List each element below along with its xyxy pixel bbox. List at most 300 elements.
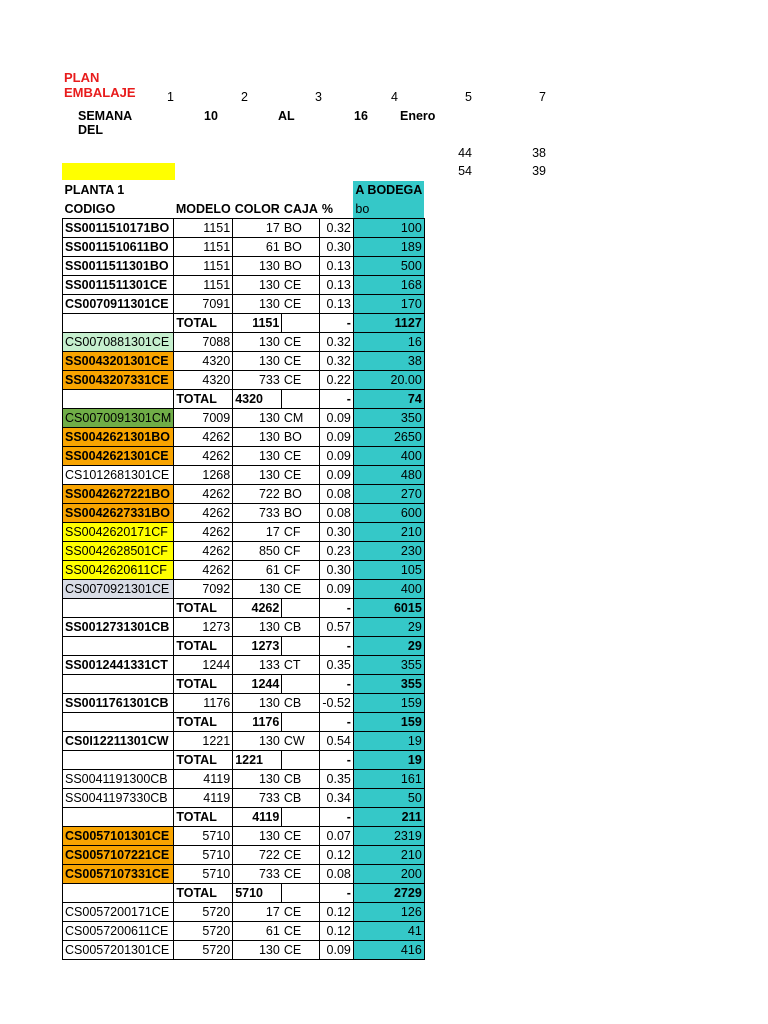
total-modelo: 1244 bbox=[233, 674, 282, 693]
code-cell: CS0057101301CE bbox=[63, 826, 174, 845]
pct-cell: 0.12 bbox=[320, 921, 354, 940]
pct-cell: 0.30 bbox=[320, 522, 354, 541]
modelo-cell: 1151 bbox=[174, 218, 233, 237]
pct-cell: 0.30 bbox=[320, 560, 354, 579]
code-cell: SS0012441331CT bbox=[63, 655, 174, 674]
bodega-cell: 126 bbox=[353, 902, 424, 921]
table-row bbox=[63, 902, 425, 921]
pct-cell: 0.13 bbox=[320, 256, 354, 275]
total-row bbox=[63, 712, 425, 731]
pct-cell: 0.30 bbox=[320, 237, 354, 256]
caja-cell: CE bbox=[282, 864, 320, 883]
modelo-cell: 7091 bbox=[174, 294, 233, 313]
bodega-cell: 210 bbox=[353, 522, 424, 541]
code-cell: SS0042621301BO bbox=[63, 427, 174, 446]
color-cell: 130 bbox=[233, 427, 282, 446]
table-row bbox=[63, 256, 425, 275]
bodega-cell: 400 bbox=[353, 579, 424, 598]
modelo-cell: 4262 bbox=[174, 560, 233, 579]
color-cell: 130 bbox=[233, 256, 282, 275]
color-cell: 733 bbox=[233, 864, 282, 883]
total-label: TOTAL bbox=[174, 389, 233, 408]
caja-cell bbox=[282, 712, 320, 731]
bodega-cell: 400 bbox=[353, 446, 424, 465]
bodega-cell: 105 bbox=[353, 560, 424, 579]
color-cell: 733 bbox=[233, 503, 282, 522]
table-row bbox=[63, 788, 425, 807]
column-number: 2 bbox=[241, 90, 248, 104]
code-cell: CS0I12211301CW bbox=[63, 731, 174, 750]
pct-cell: - bbox=[320, 807, 354, 826]
color-cell: 850 bbox=[233, 541, 282, 560]
pct-cell: 0.23 bbox=[320, 541, 354, 560]
caja-cell: BO bbox=[282, 256, 320, 275]
modelo-cell: 5710 bbox=[174, 826, 233, 845]
modelo-cell: 5720 bbox=[174, 940, 233, 959]
total-row bbox=[63, 389, 425, 408]
caja-cell: BO bbox=[282, 427, 320, 446]
modelo-cell: 5710 bbox=[174, 845, 233, 864]
color-cell: 130 bbox=[233, 465, 282, 484]
code-cell: SS0042620171CF bbox=[63, 522, 174, 541]
caja-cell bbox=[282, 598, 320, 617]
bodega-cell: 200 bbox=[353, 864, 424, 883]
total-row bbox=[63, 750, 425, 769]
total-row bbox=[63, 674, 425, 693]
code-cell: SS0042627331BO bbox=[63, 503, 174, 522]
color-cell: 733 bbox=[233, 370, 282, 389]
header-row bbox=[63, 181, 425, 200]
code-cell: SS0011510171BO bbox=[63, 218, 174, 237]
table-row bbox=[63, 237, 425, 256]
total-row bbox=[63, 807, 425, 826]
pct-cell: 0.13 bbox=[320, 275, 354, 294]
column-number: 3 bbox=[315, 90, 322, 104]
pct-cell: 0.07 bbox=[320, 826, 354, 845]
table-row bbox=[63, 446, 425, 465]
column-number: 5 bbox=[465, 90, 472, 104]
bodega-cell: 29 bbox=[353, 617, 424, 636]
table-row bbox=[63, 484, 425, 503]
color-cell: 130 bbox=[233, 294, 282, 313]
bodega-cell: 416 bbox=[353, 940, 424, 959]
total-label: TOTAL bbox=[174, 807, 233, 826]
bodega-cell: 159 bbox=[353, 693, 424, 712]
page-title: PLAN EMBALAJE bbox=[64, 70, 136, 100]
table-row bbox=[63, 940, 425, 959]
code-cell: SS0042620611CF bbox=[63, 560, 174, 579]
pct-cell: 0.34 bbox=[320, 788, 354, 807]
pct-cell: 0.32 bbox=[320, 218, 354, 237]
caja-cell: CT bbox=[282, 655, 320, 674]
modelo-cell: 1151 bbox=[174, 256, 233, 275]
color-cell: 130 bbox=[233, 826, 282, 845]
pct-cell: 0.57 bbox=[320, 617, 354, 636]
code-cell: CS0057201301CE bbox=[63, 940, 174, 959]
pct-cell: -0.52 bbox=[320, 693, 354, 712]
code-cell: SS0011511301BO bbox=[63, 256, 174, 275]
code-cell: SS0043207331CE bbox=[63, 370, 174, 389]
total-label: TOTAL bbox=[174, 313, 233, 332]
caja-cell: BO bbox=[282, 503, 320, 522]
pct-cell: - bbox=[320, 712, 354, 731]
bodega-cell: 29 bbox=[353, 636, 424, 655]
caja-cell: CE bbox=[282, 332, 320, 351]
modelo-cell: 1221 bbox=[174, 731, 233, 750]
code-cell bbox=[63, 750, 174, 769]
bodega-cell: 210 bbox=[353, 845, 424, 864]
bodega-cell: 500 bbox=[353, 256, 424, 275]
code-cell: SS0043201301CE bbox=[63, 351, 174, 370]
pct-cell: - bbox=[320, 674, 354, 693]
bodega-cell: 20.00 bbox=[353, 370, 424, 389]
bodega-cell: 355 bbox=[353, 655, 424, 674]
pct-cell: 0.22 bbox=[320, 370, 354, 389]
color-cell: 130 bbox=[233, 332, 282, 351]
color-header: COLOR bbox=[234, 201, 280, 216]
code-cell bbox=[63, 883, 174, 902]
caja-cell: CE bbox=[282, 370, 320, 389]
modelo-cell: 4119 bbox=[174, 788, 233, 807]
pct-cell: - bbox=[320, 883, 354, 902]
caja-cell bbox=[282, 883, 320, 902]
color-cell: 130 bbox=[233, 408, 282, 427]
code-cell: CS0070091301CM bbox=[63, 408, 174, 427]
total-label: TOTAL bbox=[174, 883, 233, 902]
code-cell bbox=[63, 389, 174, 408]
table-row bbox=[63, 617, 425, 636]
table-row bbox=[63, 864, 425, 883]
modelo-cell: 4262 bbox=[174, 484, 233, 503]
highlight-bar bbox=[62, 163, 175, 180]
total-row bbox=[63, 313, 425, 332]
bodega-cell: 600 bbox=[353, 503, 424, 522]
code-cell: SS0011511301CE bbox=[63, 275, 174, 294]
pct-cell: - bbox=[320, 598, 354, 617]
code-cell: SS0012731301CB bbox=[63, 617, 174, 636]
total-label: TOTAL bbox=[174, 636, 233, 655]
column-number: 4 bbox=[391, 90, 398, 104]
bodega-cell: 159 bbox=[353, 712, 424, 731]
table-row bbox=[63, 465, 425, 484]
caja-cell: CE bbox=[282, 351, 320, 370]
pct-cell: - bbox=[320, 313, 354, 332]
total-row bbox=[63, 598, 425, 617]
bo-header: bo bbox=[353, 200, 424, 219]
modelo-cell: 1151 bbox=[174, 237, 233, 256]
total-modelo: 4119 bbox=[233, 807, 282, 826]
color-cell: 61 bbox=[233, 921, 282, 940]
bodega-cell: 74 bbox=[353, 389, 424, 408]
total-modelo: 5710 bbox=[233, 883, 282, 902]
code-cell: SS0011761301CB bbox=[63, 693, 174, 712]
total-label: TOTAL bbox=[174, 750, 233, 769]
bodega-cell: 170 bbox=[353, 294, 424, 313]
caja-cell: CF bbox=[282, 541, 320, 560]
caja-cell: CE bbox=[282, 294, 320, 313]
bodega-cell: 16 bbox=[353, 332, 424, 351]
caja-cell bbox=[282, 750, 320, 769]
total-label: TOTAL bbox=[174, 598, 233, 617]
total-label: TOTAL bbox=[174, 712, 233, 731]
caja-header: CAJA bbox=[283, 201, 318, 216]
week-month: Enero bbox=[400, 109, 436, 123]
pct-cell: 0.12 bbox=[320, 902, 354, 921]
pct-header: % bbox=[321, 201, 333, 216]
color-cell: 722 bbox=[233, 484, 282, 503]
table-row bbox=[63, 503, 425, 522]
total-modelo: 4262 bbox=[233, 598, 282, 617]
table-row bbox=[63, 294, 425, 313]
table-row bbox=[63, 427, 425, 446]
pct-cell: 0.08 bbox=[320, 484, 354, 503]
pct-cell: 0.35 bbox=[320, 655, 354, 674]
table-row bbox=[63, 826, 425, 845]
total-modelo: 1151 bbox=[233, 313, 282, 332]
caja-cell: CF bbox=[282, 522, 320, 541]
pct-cell: 0.09 bbox=[320, 940, 354, 959]
table-row bbox=[63, 275, 425, 294]
total-modelo: 1176 bbox=[233, 712, 282, 731]
column-number: 7 bbox=[539, 90, 546, 104]
extra-value: 38 bbox=[532, 146, 546, 160]
color-cell: 130 bbox=[233, 940, 282, 959]
caja-cell: CE bbox=[282, 845, 320, 864]
code-cell: CS1012681301CE bbox=[63, 465, 174, 484]
code-cell: SS0041191300CB bbox=[63, 769, 174, 788]
modelo-cell: 1273 bbox=[174, 617, 233, 636]
week-label: SEMANA DEL bbox=[78, 109, 132, 137]
modelo-cell: 4262 bbox=[174, 541, 233, 560]
bodega-cell: 189 bbox=[353, 237, 424, 256]
caja-cell: CF bbox=[282, 560, 320, 579]
extra-value: 44 bbox=[458, 146, 472, 160]
bodega-cell: 41 bbox=[353, 921, 424, 940]
table-row bbox=[63, 370, 425, 389]
caja-cell: CB bbox=[282, 693, 320, 712]
pct-cell: 0.32 bbox=[320, 332, 354, 351]
modelo-cell: 1176 bbox=[174, 693, 233, 712]
code-cell: SS0011510611BO bbox=[63, 237, 174, 256]
table-row bbox=[63, 522, 425, 541]
bodega-cell: 50 bbox=[353, 788, 424, 807]
modelo-cell: 1151 bbox=[174, 275, 233, 294]
color-cell: 130 bbox=[233, 446, 282, 465]
pct-cell: 0.32 bbox=[320, 351, 354, 370]
code-cell bbox=[63, 313, 174, 332]
color-cell: 130 bbox=[233, 579, 282, 598]
table-row bbox=[63, 731, 425, 750]
modelo-cell: 7092 bbox=[174, 579, 233, 598]
caja-cell bbox=[282, 313, 320, 332]
bodega-header: A BODEGA bbox=[353, 181, 424, 200]
color-cell: 130 bbox=[233, 617, 282, 636]
modelo-header: MODELO bbox=[175, 201, 231, 216]
bodega-cell: 1127 bbox=[353, 313, 424, 332]
code-cell: CS0070921301CE bbox=[63, 579, 174, 598]
color-cell: 17 bbox=[233, 902, 282, 921]
pct-cell: 0.13 bbox=[320, 294, 354, 313]
pct-cell: - bbox=[320, 389, 354, 408]
bodega-cell: 480 bbox=[353, 465, 424, 484]
color-cell: 133 bbox=[233, 655, 282, 674]
code-cell: CS0070881301CE bbox=[63, 332, 174, 351]
modelo-cell: 7088 bbox=[174, 332, 233, 351]
week-from: 10 bbox=[204, 109, 218, 123]
column-number: 1 bbox=[167, 90, 174, 104]
modelo-cell: 4262 bbox=[174, 446, 233, 465]
bodega-cell: 355 bbox=[353, 674, 424, 693]
caja-cell: CE bbox=[282, 940, 320, 959]
color-cell: 722 bbox=[233, 845, 282, 864]
total-modelo: 1221 bbox=[233, 750, 282, 769]
color-cell: 61 bbox=[233, 237, 282, 256]
pct-cell: 0.09 bbox=[320, 465, 354, 484]
caja-cell: CE bbox=[282, 275, 320, 294]
pct-cell: - bbox=[320, 750, 354, 769]
pct-cell: 0.09 bbox=[320, 408, 354, 427]
total-label: TOTAL bbox=[174, 674, 233, 693]
modelo-cell: 4262 bbox=[174, 522, 233, 541]
pct-cell: 0.09 bbox=[320, 446, 354, 465]
pct-cell: 0.08 bbox=[320, 864, 354, 883]
table-row bbox=[63, 769, 425, 788]
caja-cell: CB bbox=[282, 617, 320, 636]
table-row bbox=[63, 332, 425, 351]
extra-value: 54 bbox=[458, 164, 472, 178]
modelo-cell: 4262 bbox=[174, 503, 233, 522]
modelo-cell: 5710 bbox=[174, 864, 233, 883]
week-al: AL bbox=[278, 109, 295, 123]
color-cell: 733 bbox=[233, 788, 282, 807]
modelo-cell: 5720 bbox=[174, 902, 233, 921]
pct-cell: - bbox=[320, 636, 354, 655]
color-cell: 130 bbox=[233, 693, 282, 712]
bodega-cell: 100 bbox=[353, 218, 424, 237]
modelo-cell: 4320 bbox=[174, 370, 233, 389]
modelo-cell: 4119 bbox=[174, 769, 233, 788]
pct-cell: 0.09 bbox=[320, 427, 354, 446]
table-row bbox=[63, 693, 425, 712]
code-cell: CS0057200611CE bbox=[63, 921, 174, 940]
code-cell: CS0070911301CE bbox=[63, 294, 174, 313]
week-to: 16 bbox=[354, 109, 368, 123]
codigo-header: CODIGO bbox=[64, 201, 116, 216]
table-row bbox=[63, 921, 425, 940]
modelo-cell: 1268 bbox=[174, 465, 233, 484]
pct-cell: 0.35 bbox=[320, 769, 354, 788]
modelo-cell: 7009 bbox=[174, 408, 233, 427]
bodega-cell: 2729 bbox=[353, 883, 424, 902]
table-row bbox=[63, 218, 425, 237]
color-cell: 130 bbox=[233, 769, 282, 788]
total-modelo: 1273 bbox=[233, 636, 282, 655]
caja-cell: CM bbox=[282, 408, 320, 427]
bodega-cell: 2650 bbox=[353, 427, 424, 446]
code-cell: SS0042628501CF bbox=[63, 541, 174, 560]
table-row bbox=[63, 560, 425, 579]
bodega-cell: 2319 bbox=[353, 826, 424, 845]
modelo-cell: 4262 bbox=[174, 427, 233, 446]
bodega-cell: 211 bbox=[353, 807, 424, 826]
caja-cell: CE bbox=[282, 826, 320, 845]
bodega-cell: 6015 bbox=[353, 598, 424, 617]
caja-cell: CE bbox=[282, 921, 320, 940]
table-row bbox=[63, 579, 425, 598]
extra-value: 39 bbox=[532, 164, 546, 178]
code-cell bbox=[63, 712, 174, 731]
header-row bbox=[63, 200, 425, 219]
bodega-cell: 230 bbox=[353, 541, 424, 560]
bodega-cell: 161 bbox=[353, 769, 424, 788]
pct-cell: 0.54 bbox=[320, 731, 354, 750]
total-row bbox=[63, 636, 425, 655]
pct-cell: 0.08 bbox=[320, 503, 354, 522]
code-cell bbox=[63, 674, 174, 693]
modelo-cell: 4320 bbox=[174, 351, 233, 370]
bodega-cell: 19 bbox=[353, 731, 424, 750]
caja-cell bbox=[282, 636, 320, 655]
code-cell bbox=[63, 598, 174, 617]
code-cell: CS0057200171CE bbox=[63, 902, 174, 921]
modelo-cell: 5720 bbox=[174, 921, 233, 940]
caja-cell: CB bbox=[282, 788, 320, 807]
code-cell: CS0057107221CE bbox=[63, 845, 174, 864]
color-cell: 17 bbox=[233, 218, 282, 237]
table-row bbox=[63, 351, 425, 370]
caja-cell: BO bbox=[282, 237, 320, 256]
caja-cell bbox=[282, 807, 320, 826]
caja-cell: CW bbox=[282, 731, 320, 750]
total-row bbox=[63, 883, 425, 902]
caja-cell: BO bbox=[282, 484, 320, 503]
bodega-cell: 168 bbox=[353, 275, 424, 294]
bodega-cell: 38 bbox=[353, 351, 424, 370]
table-row bbox=[63, 655, 425, 674]
color-cell: 130 bbox=[233, 731, 282, 750]
code-cell: SS0042621301CE bbox=[63, 446, 174, 465]
code-cell bbox=[63, 636, 174, 655]
caja-cell bbox=[282, 674, 320, 693]
packing-table bbox=[62, 181, 425, 960]
code-cell: SS0041197330CB bbox=[63, 788, 174, 807]
bodega-cell: 19 bbox=[353, 750, 424, 769]
color-cell: 17 bbox=[233, 522, 282, 541]
table-row bbox=[63, 845, 425, 864]
color-cell: 130 bbox=[233, 275, 282, 294]
caja-cell: CE bbox=[282, 465, 320, 484]
bodega-cell: 350 bbox=[353, 408, 424, 427]
bodega-cell: 270 bbox=[353, 484, 424, 503]
table-row bbox=[63, 541, 425, 560]
planta-label: PLANTA 1 bbox=[64, 183, 125, 198]
caja-cell: CE bbox=[282, 446, 320, 465]
pct-cell: 0.09 bbox=[320, 579, 354, 598]
caja-cell bbox=[282, 389, 320, 408]
code-cell bbox=[63, 807, 174, 826]
pct-cell: 0.12 bbox=[320, 845, 354, 864]
color-cell: 61 bbox=[233, 560, 282, 579]
color-cell: 130 bbox=[233, 351, 282, 370]
total-modelo: 4320 bbox=[233, 389, 282, 408]
caja-cell: CB bbox=[282, 769, 320, 788]
code-cell: SS0042627221BO bbox=[63, 484, 174, 503]
caja-cell: BO bbox=[282, 218, 320, 237]
code-cell: CS0057107331CE bbox=[63, 864, 174, 883]
caja-cell: CE bbox=[282, 902, 320, 921]
caja-cell: CE bbox=[282, 579, 320, 598]
modelo-cell: 1244 bbox=[174, 655, 233, 674]
